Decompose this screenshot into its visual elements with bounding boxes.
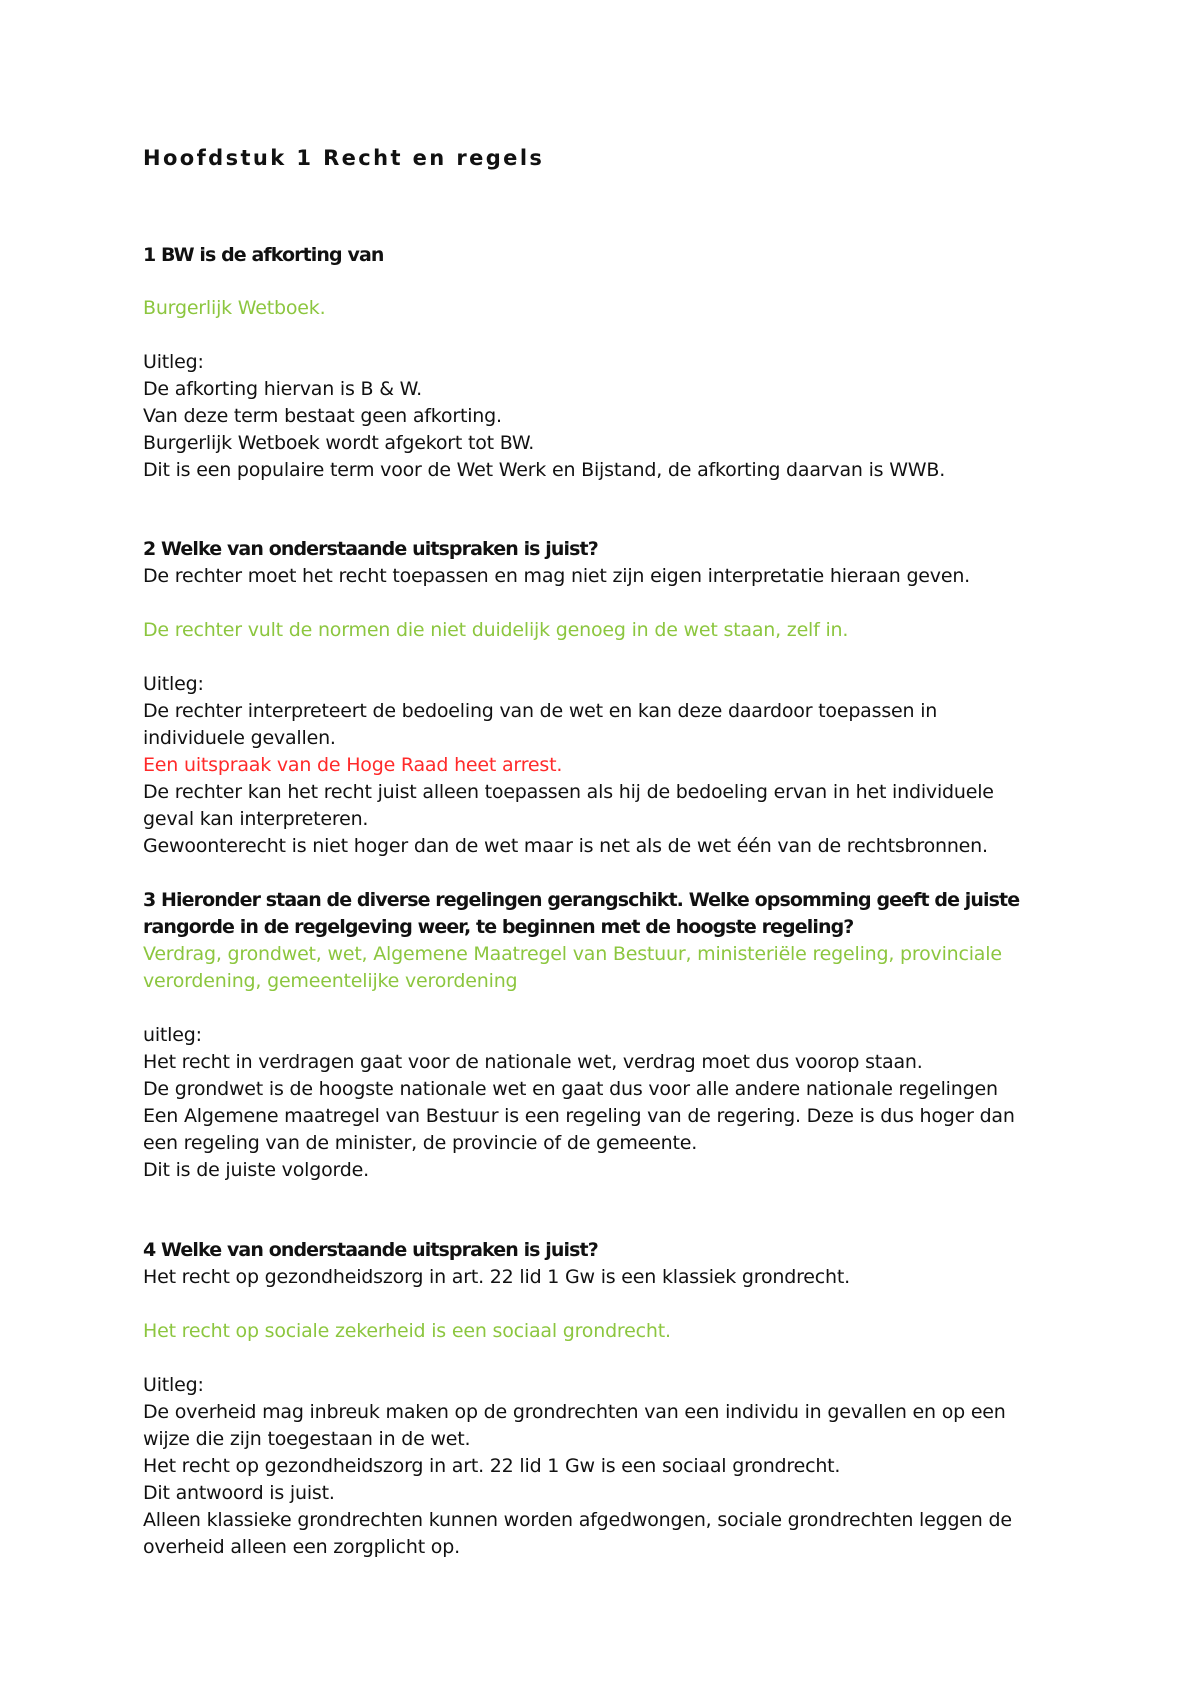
explanation-line: Het recht in verdragen gaat voor de nationale wet, verdrag moet dus voorop staan. <box>143 1051 923 1073</box>
question-3-explanation <box>143 1022 1103 1184</box>
explanation-line: Het recht op gezondheidszorg in art. 22 lid 1 Gw is een sociaal grondrecht. <box>143 1455 841 1477</box>
question-2-text: 2 Welke van onderstaande uitspraken is juist? <box>143 538 598 560</box>
uitleg-label: Uitleg: <box>143 1374 204 1396</box>
question-3 <box>143 887 1103 995</box>
uitleg-label: uitleg: <box>143 1024 202 1046</box>
explanation-line: Van deze term bestaat geen afkorting. <box>143 405 502 427</box>
question-3-text: 3 Hieronder staan de diverse regelingen gerangschikt. Welke opsomming geeft de juiste <box>143 889 1020 911</box>
question-1-answer-block <box>143 295 1103 322</box>
question-4-answer-block <box>143 1318 1103 1345</box>
explanation-line: overheid alleen een zorgplicht op. <box>143 1536 460 1558</box>
uitleg-label: Uitleg: <box>143 673 204 695</box>
explanation-line: De overheid mag inbreuk maken op de grondrechten van een individu in gevallen en op een <box>143 1401 1006 1423</box>
question-3-text: rangorde in de regelgeving weer, te beginnen met de hoogste regeling? <box>143 916 854 938</box>
question-2-answer-block <box>143 617 1103 644</box>
question-4 <box>143 1237 1103 1291</box>
question-4-explanation <box>143 1372 1103 1561</box>
chapter-title: Hoofdstuk 1 Recht en regels <box>143 146 545 170</box>
question-3-answer: Verdrag, grondwet, wet, Algemene Maatregel van Bestuur, ministeriële regeling, provinciale <box>143 943 1002 965</box>
uitleg-label: Uitleg: <box>143 351 204 373</box>
explanation-line: wijze die zijn toegestaan in de wet. <box>143 1428 471 1450</box>
explanation-line: Alleen klassieke grondrechten kunnen worden afgedwongen, sociale grondrechten leggen de <box>143 1509 1012 1531</box>
explanation-line: Gewoonterecht is niet hoger dan de wet maar is net als de wet één van de rechtsbronnen. <box>143 835 988 857</box>
explanation-line: geval kan interpreteren. <box>143 808 369 830</box>
explanation-line: De afkorting hiervan is B & W. <box>143 378 422 400</box>
question-2-option: De rechter moet het recht toepassen en mag niet zijn eigen interpretatie hieraan geven. <box>143 565 971 587</box>
question-1 <box>143 242 1103 269</box>
question-1-explanation <box>143 349 1103 484</box>
explanation-line: een regeling van de minister, de provincie of de gemeente. <box>143 1132 698 1154</box>
question-1-answer: Burgerlijk Wetboek. <box>143 297 326 319</box>
question-3-answer: verordening, gemeentelijke verordening <box>143 970 518 992</box>
explanation-line: De grondwet is de hoogste nationale wet en gaat dus voor alle andere nationale regelingen <box>143 1078 998 1100</box>
explanation-line: De rechter interpreteert de bedoeling van de wet en kan deze daardoor toepassen in <box>143 700 938 722</box>
question-4-text: 4 Welke van onderstaande uitspraken is juist? <box>143 1239 598 1261</box>
question-2-explanation <box>143 671 1103 860</box>
explanation-line: individuele gevallen. <box>143 727 336 749</box>
explanation-line: Dit antwoord is juist. <box>143 1482 335 1504</box>
explanation-line: De rechter kan het recht juist alleen toepassen als hij de bedoeling ervan in het individuele <box>143 781 994 803</box>
question-4-answer: Het recht op sociale zekerheid is een sociaal grondrecht. <box>143 1320 671 1342</box>
explanation-line: Dit is de juiste volgorde. <box>143 1159 369 1181</box>
question-2 <box>143 536 1103 590</box>
highlighted-statement: Een uitspraak van de Hoge Raad heet arrest. <box>143 754 563 776</box>
explanation-line: Een Algemene maatregel van Bestuur is een regeling van de regering. Deze is dus hoger dan <box>143 1105 1015 1127</box>
question-2-answer: De rechter vult de normen die niet duidelijk genoeg in de wet staan, zelf in. <box>143 619 849 641</box>
explanation-line: Burgerlijk Wetboek wordt afgekort tot BW. <box>143 432 535 454</box>
question-1-text: 1 BW is de afkorting van <box>143 244 384 266</box>
explanation-line: Dit is een populaire term voor de Wet Werk en Bijstand, de afkorting daarvan is WWB. <box>143 459 946 481</box>
question-4-option: Het recht op gezondheidszorg in art. 22 lid 1 Gw is een klassiek grondrecht. <box>143 1266 850 1288</box>
